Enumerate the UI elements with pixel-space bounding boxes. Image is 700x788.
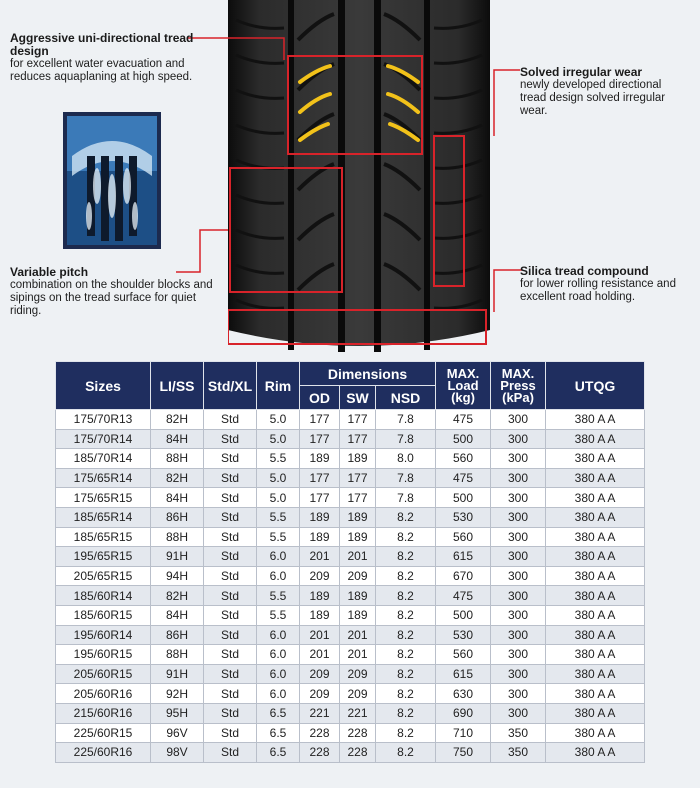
cell-nsd: 7.8 [376, 429, 436, 449]
cell-nsd: 7.8 [376, 410, 436, 430]
feature-text: for lower rolling resistance and excellent road holding. [520, 278, 676, 303]
cell-utqg: 380 A A [546, 410, 645, 430]
cell-max-press: 300 [491, 664, 546, 684]
cell-max-press: 300 [491, 488, 546, 508]
cell-size: 185/65R14 [56, 507, 151, 527]
table-row [56, 723, 645, 743]
feature-text: combination on the shoulder blocks and sipings on the tread surface for quiet riding. [10, 279, 213, 317]
cell-od: 189 [300, 586, 340, 606]
feature-text: newly developed directional tread design solved irregular wear. [520, 79, 666, 117]
table-row [56, 586, 645, 606]
cell-sw: 209 [340, 684, 376, 704]
cell-rim: 5.0 [257, 488, 300, 508]
cell-li-ss: 84H [151, 429, 204, 449]
cell-max-press: 300 [491, 429, 546, 449]
table-row [56, 625, 645, 645]
table-row [56, 429, 645, 449]
cell-size: 195/60R15 [56, 645, 151, 665]
cell-nsd: 8.2 [376, 703, 436, 723]
cell-rim: 6.5 [257, 703, 300, 723]
cell-max-press: 300 [491, 527, 546, 547]
header-max-load-line: MAX. [446, 365, 480, 381]
cell-li-ss: 82H [151, 586, 204, 606]
cell-li-ss: 91H [151, 664, 204, 684]
cell-size: 195/60R14 [56, 625, 151, 645]
header-max-load-line: (kg) [451, 389, 475, 405]
cell-std-xl: Std [204, 684, 257, 704]
cell-rim: 6.0 [257, 645, 300, 665]
cell-li-ss: 86H [151, 625, 204, 645]
cell-nsd: 8.2 [376, 566, 436, 586]
table-row [56, 507, 645, 527]
cell-std-xl: Std [204, 645, 257, 665]
cell-utqg: 380 A A [546, 586, 645, 606]
cell-od: 177 [300, 410, 340, 430]
cell-nsd: 8.2 [376, 645, 436, 665]
cell-sw: 189 [340, 449, 376, 469]
cell-max-press: 300 [491, 586, 546, 606]
cell-size: 185/65R15 [56, 527, 151, 547]
header-rim: Rim [257, 362, 300, 410]
cell-size: 175/65R14 [56, 468, 151, 488]
feature-silica-compound [520, 265, 698, 304]
cell-rim: 5.5 [257, 527, 300, 547]
cell-rim: 5.0 [257, 410, 300, 430]
cell-sw: 209 [340, 664, 376, 684]
cell-std-xl: Std [204, 547, 257, 567]
cell-nsd: 7.8 [376, 488, 436, 508]
table-row [56, 468, 645, 488]
cell-sw: 189 [340, 527, 376, 547]
cell-rim: 5.5 [257, 507, 300, 527]
cell-utqg: 380 A A [546, 488, 645, 508]
tire-tread-image [228, 0, 490, 352]
cell-max-load: 530 [436, 625, 491, 645]
cell-max-load: 560 [436, 645, 491, 665]
cell-utqg: 380 A A [546, 547, 645, 567]
cell-od: 189 [300, 527, 340, 547]
cell-nsd: 8.2 [376, 625, 436, 645]
table-row [56, 703, 645, 723]
cell-std-xl: Std [204, 664, 257, 684]
cell-sw: 201 [340, 645, 376, 665]
cell-od: 189 [300, 449, 340, 469]
table-row [56, 605, 645, 625]
header-nsd: NSD [376, 386, 436, 410]
cell-std-xl: Std [204, 429, 257, 449]
cell-sw: 189 [340, 586, 376, 606]
table-row [56, 488, 645, 508]
cell-li-ss: 95H [151, 703, 204, 723]
feature-irregular-wear [520, 66, 690, 118]
cell-max-press: 300 [491, 684, 546, 704]
table-row [56, 410, 645, 430]
feature-text: for excellent water evacuation and reduces aquaplaning at high speed. [10, 58, 193, 83]
cell-li-ss: 96V [151, 723, 204, 743]
header-utqg: UTQG [546, 362, 645, 410]
cell-size: 205/65R15 [56, 566, 151, 586]
cell-max-load: 475 [436, 468, 491, 488]
tire-size-table [55, 361, 645, 763]
cell-size: 205/60R15 [56, 664, 151, 684]
cell-rim: 6.5 [257, 743, 300, 763]
feature-tread-design [10, 32, 220, 84]
cell-max-press: 300 [491, 645, 546, 665]
table-row [56, 664, 645, 684]
cell-max-load: 670 [436, 566, 491, 586]
cell-std-xl: Std [204, 449, 257, 469]
table-row [56, 449, 645, 469]
cell-nsd: 8.2 [376, 605, 436, 625]
cell-od: 209 [300, 566, 340, 586]
cell-utqg: 380 A A [546, 429, 645, 449]
cell-utqg: 380 A A [546, 605, 645, 625]
cell-od: 177 [300, 429, 340, 449]
aquaplaning-photo [63, 112, 161, 249]
cell-rim: 6.0 [257, 566, 300, 586]
cell-li-ss: 91H [151, 547, 204, 567]
feature-title: Variable pitch [10, 265, 89, 279]
cell-nsd: 8.2 [376, 743, 436, 763]
cell-nsd: 7.8 [376, 468, 436, 488]
cell-max-press: 300 [491, 547, 546, 567]
table-row [56, 684, 645, 704]
header-li-ss: LI/SS [151, 362, 204, 410]
cell-od: 209 [300, 664, 340, 684]
cell-max-load: 615 [436, 547, 491, 567]
cell-li-ss: 88H [151, 645, 204, 665]
cell-utqg: 380 A A [546, 449, 645, 469]
header-dimensions: Dimensions [300, 362, 436, 386]
header-max-press [491, 362, 546, 410]
cell-max-press: 300 [491, 449, 546, 469]
cell-li-ss: 84H [151, 488, 204, 508]
cell-size: 215/60R16 [56, 703, 151, 723]
cell-sw: 201 [340, 625, 376, 645]
cell-rim: 5.5 [257, 449, 300, 469]
cell-od: 221 [300, 703, 340, 723]
cell-max-load: 615 [436, 664, 491, 684]
cell-nsd: 8.2 [376, 507, 436, 527]
cell-max-press: 300 [491, 507, 546, 527]
header-std-xl: Std/XL [204, 362, 257, 410]
cell-sw: 177 [340, 429, 376, 449]
feature-title: Aggressive uni-directional tread design [10, 31, 194, 58]
cell-max-load: 530 [436, 507, 491, 527]
cell-size: 175/70R13 [56, 410, 151, 430]
cell-od: 201 [300, 625, 340, 645]
cell-nsd: 8.0 [376, 449, 436, 469]
cell-utqg: 380 A A [546, 566, 645, 586]
cell-od: 189 [300, 507, 340, 527]
cell-utqg: 380 A A [546, 507, 645, 527]
table-row [56, 743, 645, 763]
cell-od: 228 [300, 743, 340, 763]
header-max-load-line: Load [447, 377, 479, 393]
cell-std-xl: Std [204, 743, 257, 763]
cell-sw: 228 [340, 743, 376, 763]
cell-std-xl: Std [204, 410, 257, 430]
cell-std-xl: Std [204, 625, 257, 645]
cell-max-load: 560 [436, 449, 491, 469]
cell-sw: 189 [340, 605, 376, 625]
cell-std-xl: Std [204, 527, 257, 547]
cell-rim: 6.0 [257, 547, 300, 567]
cell-size: 185/60R14 [56, 586, 151, 606]
cell-max-load: 475 [436, 586, 491, 606]
header-od: OD [300, 386, 340, 410]
cell-rim: 5.5 [257, 605, 300, 625]
header-max-press-line: Press [500, 377, 536, 393]
cell-max-load: 560 [436, 527, 491, 547]
cell-nsd: 8.2 [376, 723, 436, 743]
cell-max-load: 710 [436, 723, 491, 743]
cell-li-ss: 88H [151, 527, 204, 547]
cell-utqg: 380 A A [546, 723, 645, 743]
cell-od: 209 [300, 684, 340, 704]
header-max-press-line: (kPa) [502, 389, 534, 405]
cell-nsd: 8.2 [376, 586, 436, 606]
cell-od: 201 [300, 645, 340, 665]
cell-od: 177 [300, 468, 340, 488]
cell-max-press: 300 [491, 410, 546, 430]
cell-std-xl: Std [204, 468, 257, 488]
cell-od: 189 [300, 605, 340, 625]
cell-std-xl: Std [204, 605, 257, 625]
cell-max-load: 475 [436, 410, 491, 430]
cell-size: 195/65R15 [56, 547, 151, 567]
cell-std-xl: Std [204, 723, 257, 743]
cell-max-press: 300 [491, 605, 546, 625]
feature-title: Silica tread compound [520, 264, 649, 278]
cell-rim: 6.5 [257, 723, 300, 743]
cell-utqg: 380 A A [546, 664, 645, 684]
cell-size: 175/70R14 [56, 429, 151, 449]
header-max-load [436, 362, 491, 410]
cell-sw: 209 [340, 566, 376, 586]
cell-max-press: 300 [491, 468, 546, 488]
cell-max-load: 630 [436, 684, 491, 704]
cell-li-ss: 92H [151, 684, 204, 704]
cell-std-xl: Std [204, 586, 257, 606]
table-row [56, 547, 645, 567]
cell-max-load: 750 [436, 743, 491, 763]
cell-std-xl: Std [204, 703, 257, 723]
cell-max-press: 350 [491, 743, 546, 763]
cell-li-ss: 94H [151, 566, 204, 586]
cell-utqg: 380 A A [546, 625, 645, 645]
cell-size: 185/60R15 [56, 605, 151, 625]
table-row [56, 527, 645, 547]
cell-nsd: 8.2 [376, 684, 436, 704]
cell-od: 201 [300, 547, 340, 567]
cell-std-xl: Std [204, 488, 257, 508]
cell-li-ss: 82H [151, 410, 204, 430]
cell-max-press: 300 [491, 625, 546, 645]
cell-utqg: 380 A A [546, 743, 645, 763]
cell-max-load: 500 [436, 605, 491, 625]
cell-utqg: 380 A A [546, 684, 645, 704]
cell-sw: 177 [340, 410, 376, 430]
cell-max-press: 300 [491, 566, 546, 586]
cell-rim: 6.0 [257, 625, 300, 645]
cell-max-load: 500 [436, 429, 491, 449]
cell-od: 228 [300, 723, 340, 743]
cell-li-ss: 98V [151, 743, 204, 763]
cell-utqg: 380 A A [546, 703, 645, 723]
cell-size: 225/60R15 [56, 723, 151, 743]
cell-li-ss: 84H [151, 605, 204, 625]
cell-sw: 177 [340, 488, 376, 508]
cell-sw: 221 [340, 703, 376, 723]
cell-max-load: 690 [436, 703, 491, 723]
cell-size: 175/65R15 [56, 488, 151, 508]
cell-rim: 5.0 [257, 429, 300, 449]
cell-nsd: 8.2 [376, 664, 436, 684]
cell-li-ss: 88H [151, 449, 204, 469]
cell-utqg: 380 A A [546, 468, 645, 488]
cell-size: 185/70R14 [56, 449, 151, 469]
cell-rim: 5.0 [257, 468, 300, 488]
cell-sw: 201 [340, 547, 376, 567]
cell-max-load: 500 [436, 488, 491, 508]
cell-rim: 5.5 [257, 586, 300, 606]
cell-std-xl: Std [204, 566, 257, 586]
cell-sw: 177 [340, 468, 376, 488]
cell-nsd: 8.2 [376, 527, 436, 547]
cell-li-ss: 82H [151, 468, 204, 488]
cell-utqg: 380 A A [546, 527, 645, 547]
header-sizes: Sizes [56, 362, 151, 410]
header-max-press-line: MAX. [501, 365, 535, 381]
cell-nsd: 8.2 [376, 547, 436, 567]
table-row [56, 645, 645, 665]
cell-max-press: 350 [491, 723, 546, 743]
feature-variable-pitch [10, 266, 220, 318]
table-row [56, 566, 645, 586]
cell-utqg: 380 A A [546, 645, 645, 665]
feature-title: Solved irregular wear [520, 65, 643, 79]
cell-size: 225/60R16 [56, 743, 151, 763]
cell-od: 177 [300, 488, 340, 508]
cell-sw: 189 [340, 507, 376, 527]
header-sw: SW [340, 386, 376, 410]
cell-li-ss: 86H [151, 507, 204, 527]
cell-rim: 6.0 [257, 684, 300, 704]
cell-std-xl: Std [204, 507, 257, 527]
cell-rim: 6.0 [257, 664, 300, 684]
cell-size: 205/60R16 [56, 684, 151, 704]
table-body [56, 410, 645, 763]
cell-sw: 228 [340, 723, 376, 743]
cell-max-press: 300 [491, 703, 546, 723]
